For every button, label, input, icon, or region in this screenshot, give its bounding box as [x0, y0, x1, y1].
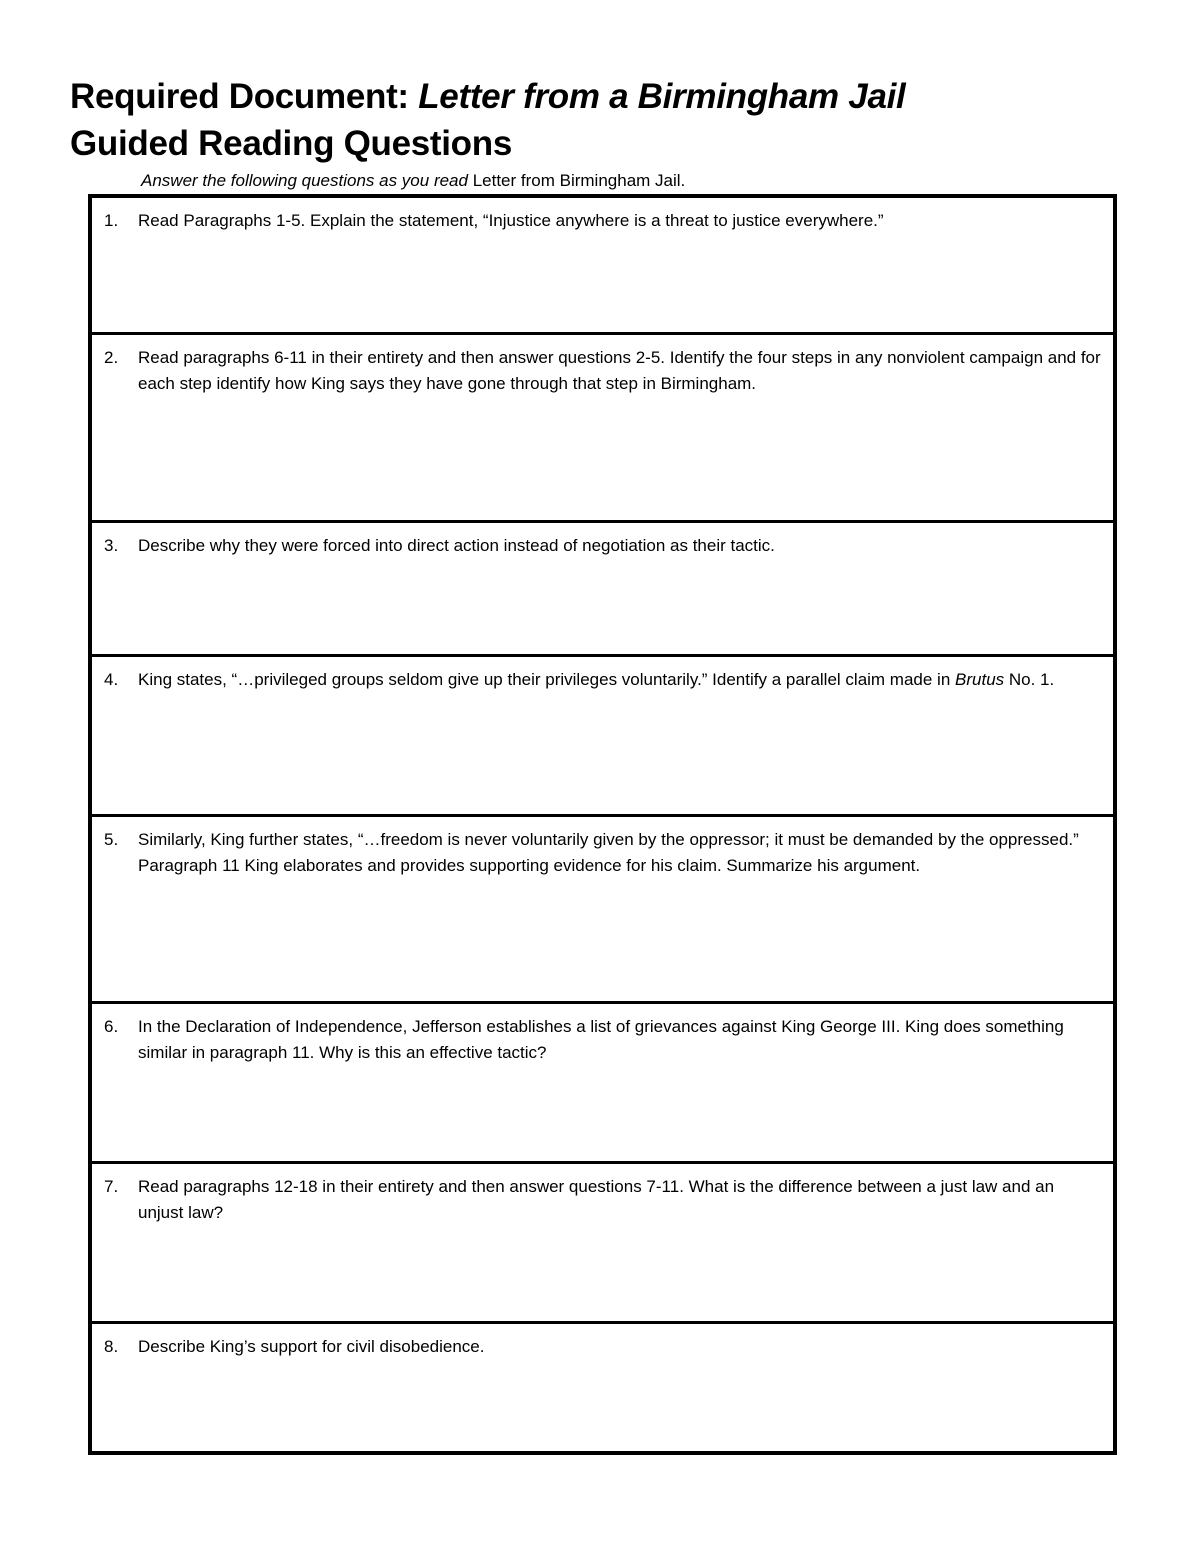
question-row: [92, 335, 1113, 523]
title-prefix: Required Document:: [70, 77, 419, 116]
question-table: [88, 194, 1117, 1455]
question-text-part: King states, “…privileged groups seldom give up their privileges voluntarily.” Identify a parallel claim made in: [138, 670, 956, 689]
page-subtitle: Guided Reading Questions: [70, 124, 513, 163]
question-text: Similarly, King further states, “…freedom is never voluntarily given by the oppressor; it must be demanded by the oppressed.” Paragraph 11 King elaborates and provides supporting evidence for his claim. Summarize his argument.: [138, 830, 1079, 875]
question-row: [92, 1164, 1113, 1324]
question-row: [92, 523, 1113, 657]
instructions-italic: Answer the following questions as you read: [141, 171, 468, 190]
question-text: Describe why they were forced into direct action instead of negotiation as their tactic.: [138, 536, 775, 555]
instructions: [141, 169, 685, 193]
question-row: [92, 1324, 1113, 1451]
question-text-italic: Brutus: [955, 670, 1005, 689]
question-number: 1.: [104, 211, 119, 230]
question-text-part: No. 1.: [1004, 670, 1055, 689]
question-row: [92, 657, 1113, 817]
title-document-name: Letter from a Birmingham Jail: [418, 77, 906, 116]
question-row: [92, 1004, 1113, 1164]
question-text: Read Paragraphs 1-5. Explain the statement, “Injustice anywhere is a threat to justice everywhere.”: [138, 211, 884, 230]
question-row: [92, 198, 1113, 335]
question-number: 5.: [104, 830, 119, 849]
question-text: Describe King’s support for civil disobedience.: [138, 1337, 485, 1356]
question-text: [138, 667, 1103, 693]
question-number: 7.: [104, 1177, 119, 1196]
page-title: [70, 74, 905, 120]
question-number: 8.: [104, 1337, 119, 1356]
question-number: 2.: [104, 348, 119, 367]
question-number: 6.: [104, 1017, 119, 1036]
question-number: 3.: [104, 536, 119, 555]
question-row: [92, 817, 1113, 1004]
instructions-rest: Letter from Birmingham Jail.: [467, 171, 686, 190]
question-number: 4.: [104, 670, 119, 689]
question-text: In the Declaration of Independence, Jefferson establishes a list of grievances against King George III. King does something similar in paragraph 11. Why is this an effective tactic?: [138, 1017, 1064, 1062]
question-text: Read paragraphs 6-11 in their entirety and then answer questions 2-5. Identify the four steps in any nonviolent campaign and for each step identify how King says they have gone through that step in Birmingham.: [138, 348, 1101, 393]
question-text: Read paragraphs 12-18 in their entirety and then answer questions 7-11. What is the difference between a just law and an unjust law?: [138, 1177, 1055, 1222]
